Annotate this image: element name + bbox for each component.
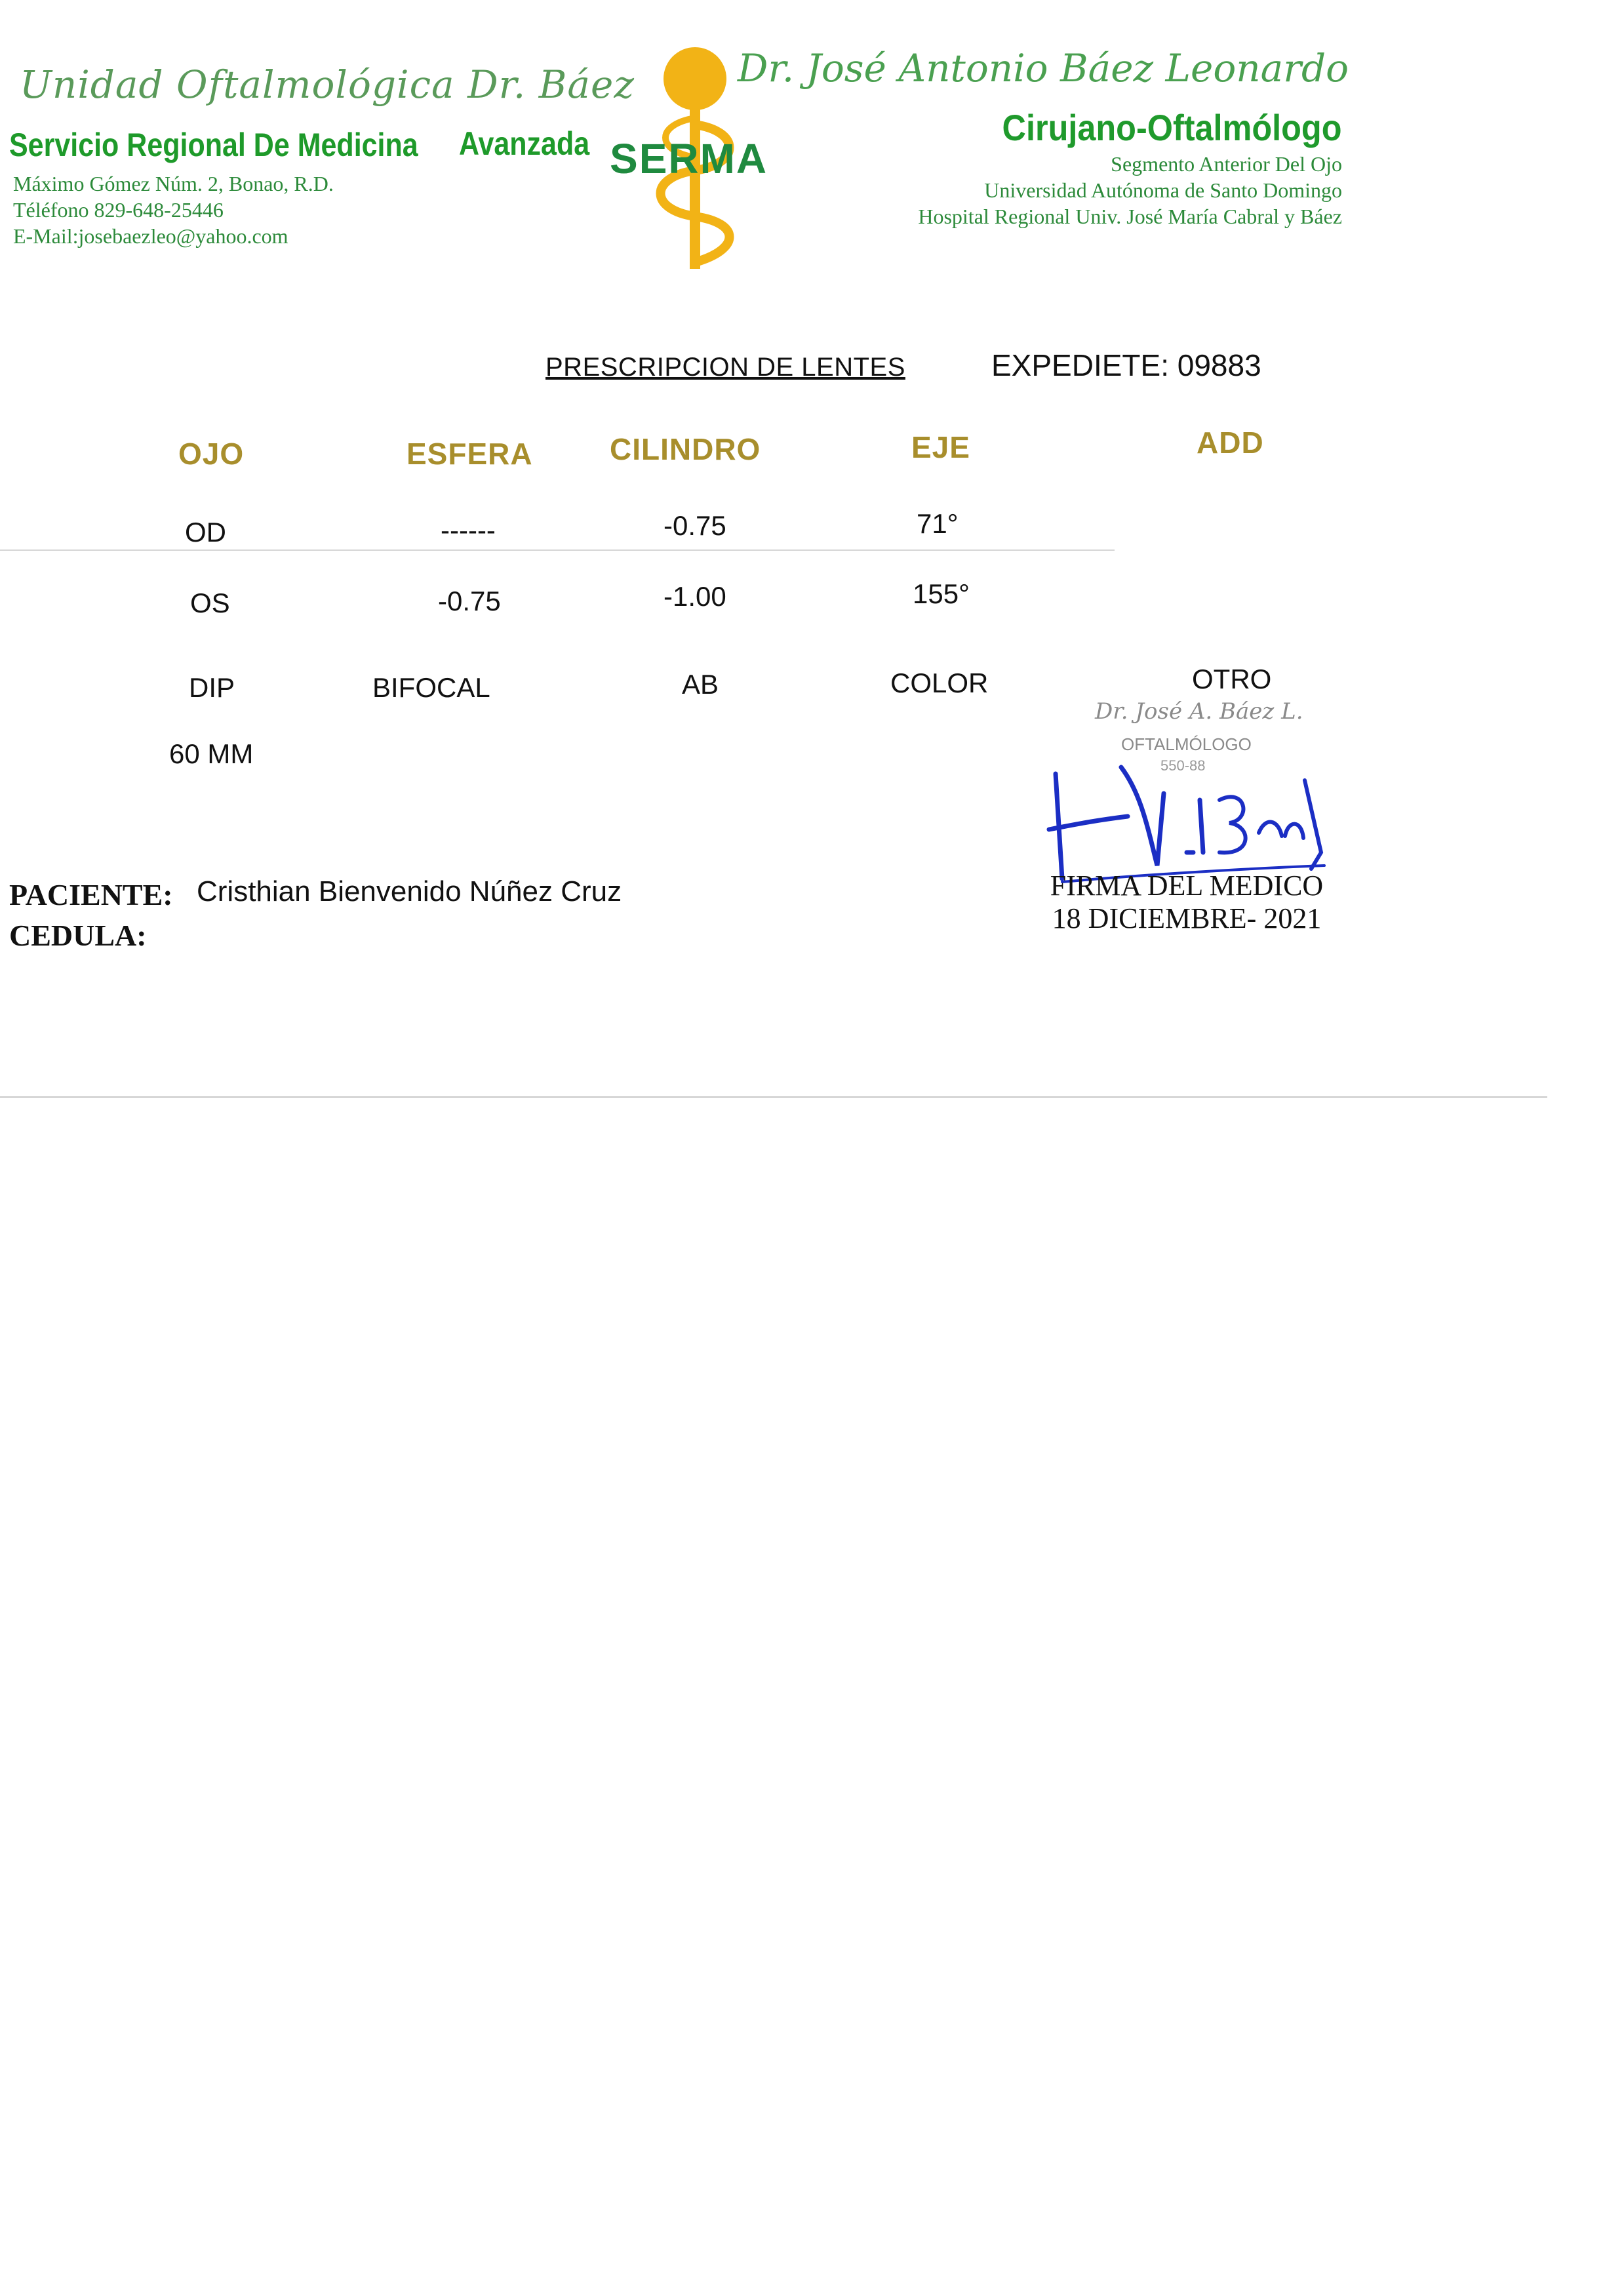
- row-od-esfera: ------: [441, 515, 496, 546]
- clinic-address: Máximo Gómez Núm. 2, Bonao, R.D.: [13, 172, 334, 195]
- header-add: ADD: [1197, 426, 1264, 460]
- doctor-stamp: Dr. José A. Báez L. OFTALMÓLOGO 550-88: [1095, 698, 1303, 774]
- document-title: PRESCRIPCION DE LENTES: [545, 353, 905, 382]
- clinic-email: E-Mail:josebaezleo@yahoo.com: [13, 224, 288, 248]
- row-os-esfera: -0.75: [438, 586, 501, 616]
- dip-value: 60 MM: [169, 738, 254, 769]
- signature-date: 18 DICIEMBRE- 2021: [1052, 902, 1322, 934]
- row-os-ojo: OS: [190, 588, 230, 618]
- expediente-number: EXPEDIETE: 09883: [991, 348, 1261, 382]
- header-esfera: ESFERA: [406, 437, 533, 471]
- doctor-subspecialty: Segmento Anterior Del Ojo: [1111, 152, 1342, 176]
- row-od-ojo: OD: [185, 517, 226, 548]
- row-os-eje: 155°: [913, 578, 970, 609]
- header-eje: EJE: [911, 430, 970, 464]
- option-color: COLOR: [890, 668, 989, 698]
- paper-fold-line: [0, 549, 1115, 551]
- clinic-script-name: Unidad Oftalmológica Dr. Báez: [20, 62, 635, 107]
- row-od-cilindro: -0.75: [663, 510, 726, 541]
- row-os-cilindro: -1.00: [663, 581, 726, 612]
- header-cilindro: CILINDRO: [610, 432, 761, 466]
- cedula-label: CEDULA:: [9, 919, 147, 952]
- option-dip: DIP: [189, 672, 235, 703]
- doctor-hospital: Hospital Regional Univ. José María Cabral y Báez: [918, 205, 1342, 228]
- paper-bottom-edge: [0, 1096, 1547, 1098]
- doctor-script-name: Dr. José Antonio Báez Leonardo: [737, 46, 1349, 90]
- patient-name: Cristhian Bienvenido Núñez Cruz: [197, 875, 622, 908]
- option-otro: OTRO: [1192, 664, 1272, 694]
- doctor-specialty: Cirujano-Oftalmólogo: [1002, 107, 1342, 148]
- clinic-title: Servicio Regional De Medicina: [9, 127, 418, 163]
- option-ab: AB: [682, 669, 719, 700]
- doctor-university: Universidad Autónoma de Santo Domingo: [984, 178, 1342, 202]
- logo-text: SERMA: [610, 135, 768, 182]
- clinic-title-continued: Avanzada: [459, 125, 590, 162]
- patient-label: PACIENTE:: [9, 878, 173, 911]
- option-bifocal: BIFOCAL: [372, 672, 490, 703]
- clinic-phone: Téléfono 829-648-25446: [13, 198, 224, 222]
- signature-label: FIRMA DEL MEDICO: [1050, 869, 1324, 902]
- row-od-eje: 71°: [917, 508, 959, 539]
- header-ojo: OJO: [178, 437, 245, 471]
